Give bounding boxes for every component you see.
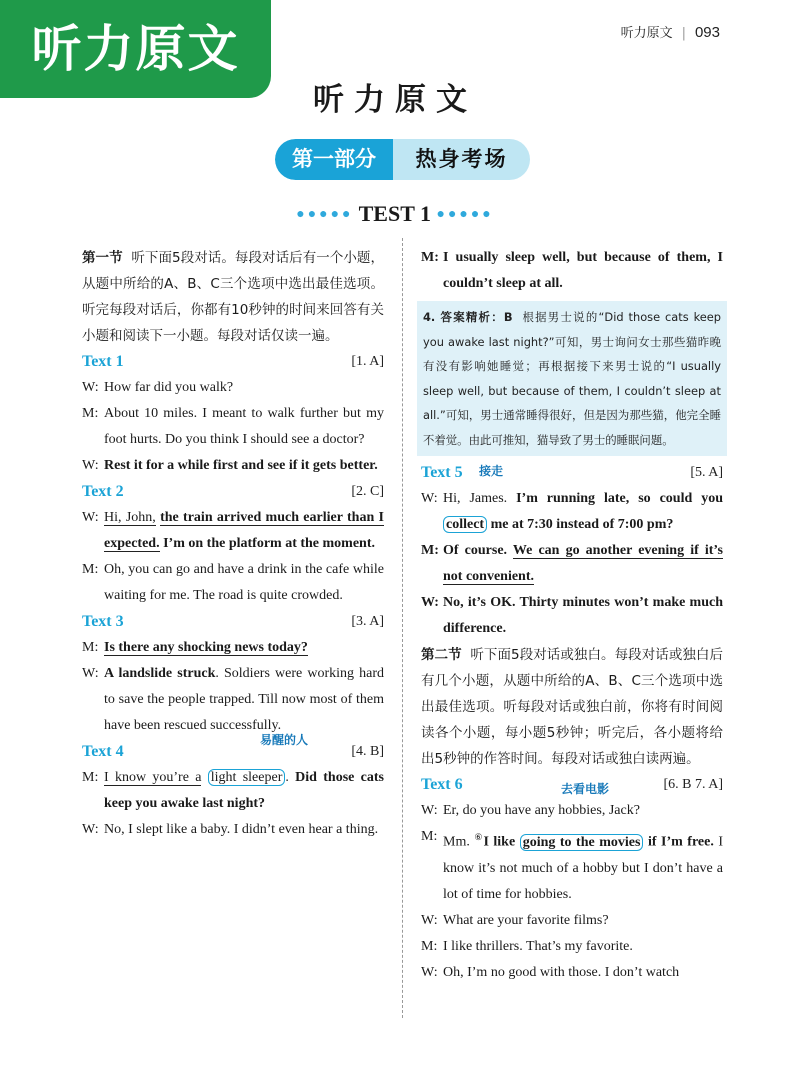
- speaker: W:: [421, 912, 438, 928]
- dialogue-line: [421, 486, 723, 538]
- section2-text: 听下面5段对话或独白。每段对话或独白后有几个小题，从题中所给的A、B、C三个选项中选出最佳选项。听每段对话或独白前，你将有时间阅读各个小题，每小题5秒钟；听完后，各小题将给出5秒钟的作答时间。每段对话或独白读两遍。: [421, 647, 723, 767]
- section1-label: 第一节: [82, 250, 123, 266]
- dialogue-line: [82, 453, 384, 479]
- speaker: M:: [421, 938, 438, 954]
- text3-title: Text 3: [82, 613, 124, 630]
- line-text: Er, do you have any hobbies, Jack?: [443, 803, 640, 818]
- line-text: if I’m free.: [643, 834, 714, 850]
- corner-section-tab: 听力原文: [0, 0, 271, 98]
- section1-instructions: [82, 245, 384, 349]
- text1-answer: [1. A]: [351, 354, 384, 369]
- section-pill: [275, 139, 530, 180]
- speaker: W:: [421, 595, 439, 610]
- line-text: I know you’re a: [104, 770, 202, 785]
- line-text: About 10 miles. I meant to walk further but my foot hurts. Do you think I should see a doctor?: [104, 406, 384, 447]
- answer-analysis-box: [417, 301, 727, 456]
- underlined-key-phrase: Is there any shocking news today?: [104, 640, 308, 655]
- dots-left: ●●●●●: [296, 207, 354, 222]
- dialogue-line: [421, 934, 723, 960]
- text4-heading: [82, 733, 384, 765]
- dialogue-line: [82, 505, 384, 557]
- text5-heading: [421, 460, 723, 486]
- dialogue-line: [421, 590, 723, 642]
- dialogue-line: [82, 635, 384, 661]
- text1-title: Text 1: [82, 353, 124, 370]
- line-text: me at 7:30 instead of 7:00 pm?: [487, 517, 674, 532]
- speaker: M:: [82, 770, 99, 785]
- column-divider: [402, 238, 403, 1018]
- line-text: Oh, you can go and have a drink in the cafe while waiting for me. The road is quite crowded.: [104, 562, 384, 603]
- line-text: No, I slept like a baby. I didn’t even hear a thing.: [104, 822, 379, 837]
- line-text: Hi, John,: [104, 510, 156, 525]
- line-text: A landslide struck: [104, 666, 216, 681]
- text4-answer: [4. B]: [351, 744, 384, 759]
- line-text: I know it’s not much of a hobby but I don’t have a lot of time for hobbies.: [443, 834, 724, 902]
- header-separator: |: [681, 26, 686, 41]
- handwritten-note: 去看电影: [561, 782, 610, 796]
- page-title: 听力原文: [313, 82, 477, 118]
- line-text: Oh, I’m no good with those. I don’t watch: [443, 964, 680, 980]
- underlined-key-phrase: We can go another evening if it’s not convenient.: [443, 543, 723, 584]
- left-column: [82, 245, 384, 843]
- line-text: Hi, James.: [443, 491, 508, 506]
- right-column: [421, 245, 723, 986]
- line-text: Did those cats keep you awake last night?: [104, 770, 385, 811]
- speaker: M:: [82, 406, 99, 421]
- text5-title: Text 5: [421, 464, 463, 481]
- circled-word: going to the movies: [520, 834, 644, 851]
- dialogue-line: [421, 538, 723, 590]
- line-text: Mm.: [443, 834, 470, 850]
- dialogue-line: [421, 960, 723, 986]
- dialogue-line: [421, 824, 723, 908]
- speaker: M:: [421, 250, 439, 265]
- text4-title: Text 4: [82, 743, 124, 760]
- dialogue-line: [82, 375, 384, 401]
- speaker: M:: [82, 640, 99, 655]
- line-text: I’m on the platform at the moment.: [159, 536, 376, 551]
- text2-answer: [2. C]: [351, 484, 384, 499]
- line-text: No, it’s OK. Thirty minutes won’t make much difference.: [443, 595, 723, 636]
- speaker: M:: [421, 543, 439, 558]
- line-text: I usually sleep well, but because of them, I couldn’t sleep at all.: [443, 250, 723, 291]
- speaker: M:: [421, 829, 438, 844]
- dialogue-line: [82, 817, 384, 843]
- section1-text: 听下面5段对话。每段对话后有一个小题，从题中所给的A、B、C三个选项中选出最佳选项。听完每段对话后，你都有10秒钟的时间来回答有关小题和阅读下一小题。每段对话仅读一遍。: [82, 250, 384, 344]
- line-text: .: [285, 770, 289, 785]
- speaker: M:: [82, 562, 99, 577]
- circled-word: light sleeper: [208, 769, 286, 786]
- handwritten-note: 易醒的人: [260, 733, 309, 747]
- analysis-text: 根据男士说的“Did those cats keep you awake last night?”可知，男士询问女士那些猫昨晚有没有影响她睡觉；再根据接下来男士说的“I usually sleep well, but because of them, I couldn’t sleep at all.”可知，男士通常睡得很好，但是因为那些猫，他完全睡不着觉。由此可推知，猫导致了男士的睡眠问题。: [423, 310, 722, 447]
- line-text: What are your favorite films?: [443, 912, 609, 928]
- underlined-key-phrase: the train arrived much earlier than I expected.: [104, 510, 384, 551]
- dialogue-line: [82, 765, 384, 817]
- page-number: 093: [694, 24, 720, 41]
- dialogue-line: [421, 245, 723, 297]
- speaker: W:: [421, 803, 438, 818]
- analysis-tag: 4. 答案精析：B: [423, 310, 513, 324]
- circled-word: collect: [443, 516, 487, 533]
- section2-label: 第二节: [421, 647, 462, 663]
- test-label: TEST 1: [358, 201, 431, 226]
- dots-right: ●●●●●: [436, 207, 494, 222]
- line-text: I’m running late, so could you: [507, 491, 723, 506]
- test-title: [0, 201, 790, 227]
- dialogue-line: [82, 661, 384, 739]
- text2-title: Text 2: [82, 483, 124, 500]
- speaker: W:: [421, 491, 438, 506]
- speaker: W:: [421, 964, 438, 980]
- text5-answer: [5. A]: [690, 465, 723, 480]
- line-text: I like thrillers. That’s my favorite.: [443, 938, 633, 954]
- speaker: W:: [82, 380, 99, 395]
- text2-heading: [82, 479, 384, 505]
- handwritten-note: 接走: [479, 464, 504, 478]
- dialogue-line: [82, 557, 384, 609]
- line-text: I like: [483, 834, 520, 850]
- line-text: Of course.: [443, 543, 508, 558]
- dialogue-line: [82, 401, 384, 453]
- speaker: W:: [82, 822, 99, 837]
- speaker: W:: [82, 666, 99, 681]
- text3-answer: [3. A]: [351, 614, 384, 629]
- question-marker: ⑥: [474, 832, 484, 842]
- section-name: 热身考场: [415, 147, 508, 171]
- text6-answer: [6. B 7. A]: [663, 777, 723, 792]
- line-text: Rest it for a while first and see if it gets better.: [104, 458, 378, 473]
- speaker: W:: [82, 458, 99, 473]
- header-section: 听力原文: [620, 26, 673, 41]
- section2-instructions: [421, 642, 723, 772]
- line-text: How far did you walk?: [104, 380, 234, 395]
- dialogue-line: [421, 908, 723, 934]
- text6-heading: [421, 772, 723, 798]
- dialogue-line: [421, 798, 723, 824]
- running-header: [621, 22, 720, 41]
- section-part: 第一部分: [275, 139, 393, 180]
- text1-heading: [82, 349, 384, 375]
- line-text: . Soldiers were working hard to save the people trapped. Till now most of them have been rescued successfully.: [104, 666, 384, 733]
- speaker: W:: [82, 510, 99, 525]
- text6-title: Text 6: [421, 776, 463, 793]
- text3-heading: [82, 609, 384, 635]
